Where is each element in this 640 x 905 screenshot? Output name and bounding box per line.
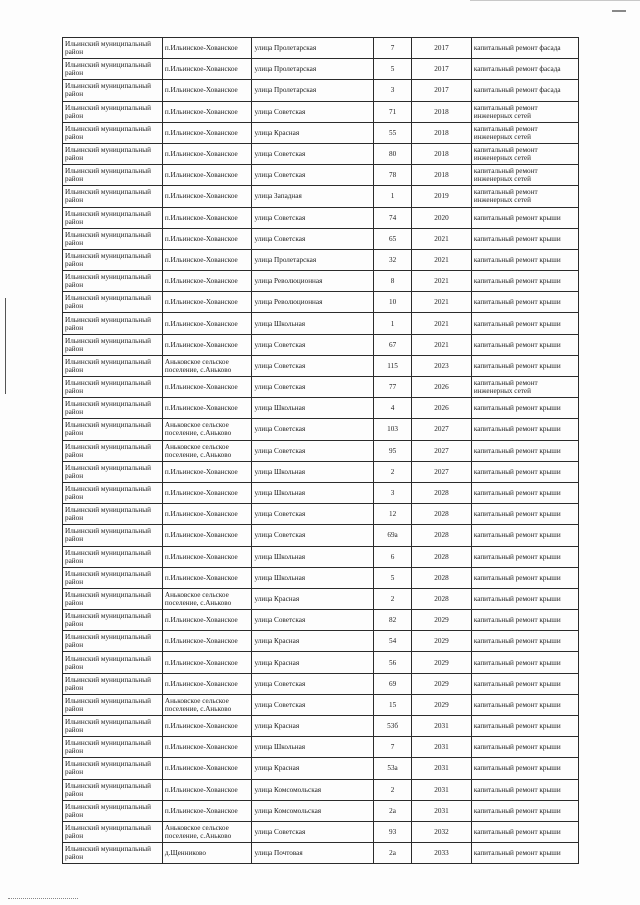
street-cell: улица Советская xyxy=(252,694,374,715)
district-cell: Ильинский муниципальный район xyxy=(63,546,163,567)
year-cell: 2021 xyxy=(412,334,472,355)
work-type-cell: капитальный ремонт инженерных сетей xyxy=(471,377,578,398)
year-cell: 2031 xyxy=(412,800,472,821)
street-cell: улица Комсомольская xyxy=(252,800,374,821)
table-row xyxy=(63,440,579,461)
work-type-cell: капитальный ремонт крыши xyxy=(471,504,578,525)
district-cell: Ильинский муниципальный район xyxy=(63,631,163,652)
street-cell: улица Советская xyxy=(252,143,374,164)
table-row xyxy=(63,38,579,59)
building-number-cell: 78 xyxy=(374,165,412,186)
year-cell: 2029 xyxy=(412,610,472,631)
district-cell: Ильинский муниципальный район xyxy=(63,588,163,609)
scan-footer-line xyxy=(8,898,78,899)
settlement-cell: п.Ильинское-Хованское xyxy=(162,292,252,313)
street-cell: улица Красная xyxy=(252,588,374,609)
building-number-cell: 95 xyxy=(374,440,412,461)
scan-header-line xyxy=(470,0,640,1)
year-cell: 2021 xyxy=(412,228,472,249)
building-number-cell: 69а xyxy=(374,525,412,546)
table-row xyxy=(63,694,579,715)
district-cell: Ильинский муниципальный район xyxy=(63,186,163,207)
building-number-cell: 3 xyxy=(374,482,412,503)
settlement-cell: п.Ильинское-Хованское xyxy=(162,673,252,694)
table-row xyxy=(63,355,579,376)
scan-corner-mark xyxy=(612,10,626,12)
year-cell: 2021 xyxy=(412,292,472,313)
street-cell: улица Красная xyxy=(252,122,374,143)
street-cell: улица Школьная xyxy=(252,398,374,419)
work-type-cell: капитальный ремонт крыши xyxy=(471,652,578,673)
table-row xyxy=(63,546,579,567)
building-number-cell: 55 xyxy=(374,122,412,143)
work-type-cell: капитальный ремонт фасада xyxy=(471,38,578,59)
street-cell: улица Школьная xyxy=(252,546,374,567)
table-row xyxy=(63,482,579,503)
table-row xyxy=(63,567,579,588)
table-row xyxy=(63,59,579,80)
building-number-cell: 82 xyxy=(374,610,412,631)
work-type-cell: капитальный ремонт крыши xyxy=(471,737,578,758)
table-row xyxy=(63,419,579,440)
work-type-cell: капитальный ремонт инженерных сетей xyxy=(471,186,578,207)
street-cell: улица Красная xyxy=(252,631,374,652)
building-number-cell: 10 xyxy=(374,292,412,313)
table-row xyxy=(63,779,579,800)
table-row xyxy=(63,673,579,694)
building-number-cell: 53а xyxy=(374,758,412,779)
building-number-cell: 2 xyxy=(374,779,412,800)
district-cell: Ильинский муниципальный район xyxy=(63,821,163,842)
year-cell: 2021 xyxy=(412,313,472,334)
year-cell: 2031 xyxy=(412,737,472,758)
year-cell: 2028 xyxy=(412,504,472,525)
building-number-cell: 2 xyxy=(374,588,412,609)
street-cell: улица Школьная xyxy=(252,567,374,588)
work-type-cell: капитальный ремонт крыши xyxy=(471,673,578,694)
street-cell: улица Советская xyxy=(252,228,374,249)
settlement-cell: п.Ильинское-Хованское xyxy=(162,504,252,525)
work-type-cell: капитальный ремонт крыши xyxy=(471,631,578,652)
district-cell: Ильинский муниципальный район xyxy=(63,377,163,398)
building-number-cell: 65 xyxy=(374,228,412,249)
year-cell: 2032 xyxy=(412,821,472,842)
building-number-cell: 77 xyxy=(374,377,412,398)
table-row xyxy=(63,758,579,779)
settlement-cell: п.Ильинское-Хованское xyxy=(162,228,252,249)
table-row xyxy=(63,610,579,631)
year-cell: 2031 xyxy=(412,716,472,737)
district-cell: Ильинский муниципальный район xyxy=(63,165,163,186)
street-cell: улица Пролетарская xyxy=(252,59,374,80)
street-cell: улица Пролетарская xyxy=(252,249,374,270)
street-cell: улица Советская xyxy=(252,525,374,546)
table-row xyxy=(63,143,579,164)
building-number-cell: 80 xyxy=(374,143,412,164)
district-cell: Ильинский муниципальный район xyxy=(63,355,163,376)
street-cell: улица Западная xyxy=(252,186,374,207)
year-cell: 2028 xyxy=(412,525,472,546)
year-cell: 2029 xyxy=(412,652,472,673)
street-cell: улица Почтовая xyxy=(252,843,374,864)
settlement-cell: п.Ильинское-Хованское xyxy=(162,546,252,567)
street-cell: улица Советская xyxy=(252,334,374,355)
table-row xyxy=(63,843,579,864)
district-cell: Ильинский муниципальный район xyxy=(63,673,163,694)
street-cell: улица Комсомольская xyxy=(252,779,374,800)
settlement-cell: п.Ильинское-Хованское xyxy=(162,59,252,80)
district-cell: Ильинский муниципальный район xyxy=(63,313,163,334)
work-type-cell: капитальный ремонт крыши xyxy=(471,207,578,228)
settlement-cell: п.Ильинское-Хованское xyxy=(162,207,252,228)
work-type-cell: капитальный ремонт крыши xyxy=(471,779,578,800)
work-type-cell: капитальный ремонт крыши xyxy=(471,271,578,292)
street-cell: улица Красная xyxy=(252,652,374,673)
street-cell: улица Пролетарская xyxy=(252,80,374,101)
table-row xyxy=(63,334,579,355)
settlement-cell: п.Ильинское-Хованское xyxy=(162,377,252,398)
work-type-cell: капитальный ремонт крыши xyxy=(471,758,578,779)
building-number-cell: 53б xyxy=(374,716,412,737)
table-row xyxy=(63,207,579,228)
district-cell: Ильинский муниципальный район xyxy=(63,440,163,461)
settlement-cell: Аньковское сельское поселение, с.Аньково xyxy=(162,440,252,461)
table-row xyxy=(63,821,579,842)
year-cell: 2026 xyxy=(412,377,472,398)
year-cell: 2018 xyxy=(412,101,472,122)
street-cell: улица Школьная xyxy=(252,482,374,503)
building-number-cell: 1 xyxy=(374,313,412,334)
year-cell: 2027 xyxy=(412,419,472,440)
work-type-cell: капитальный ремонт крыши xyxy=(471,419,578,440)
district-cell: Ильинский муниципальный район xyxy=(63,38,163,59)
work-type-cell: капитальный ремонт крыши xyxy=(471,313,578,334)
street-cell: улица Советская xyxy=(252,504,374,525)
settlement-cell: п.Ильинское-Хованское xyxy=(162,313,252,334)
street-cell: улица Советская xyxy=(252,610,374,631)
district-cell: Ильинский муниципальный район xyxy=(63,59,163,80)
settlement-cell: п.Ильинское-Хованское xyxy=(162,800,252,821)
year-cell: 2028 xyxy=(412,482,472,503)
table-row xyxy=(63,716,579,737)
table-row xyxy=(63,292,579,313)
settlement-cell: п.Ильинское-Хованское xyxy=(162,271,252,292)
year-cell: 2023 xyxy=(412,355,472,376)
year-cell: 2021 xyxy=(412,249,472,270)
district-cell: Ильинский муниципальный район xyxy=(63,504,163,525)
building-number-cell: 69 xyxy=(374,673,412,694)
building-number-cell: 3 xyxy=(374,80,412,101)
settlement-cell: п.Ильинское-Хованское xyxy=(162,610,252,631)
work-type-cell: капитальный ремонт крыши xyxy=(471,843,578,864)
work-type-cell: капитальный ремонт фасада xyxy=(471,59,578,80)
work-type-cell: капитальный ремонт инженерных сетей xyxy=(471,143,578,164)
settlement-cell: п.Ильинское-Хованское xyxy=(162,716,252,737)
table-row xyxy=(63,313,579,334)
settlement-cell: п.Ильинское-Хованское xyxy=(162,779,252,800)
settlement-cell: п.Ильинское-Хованское xyxy=(162,38,252,59)
table-row xyxy=(63,652,579,673)
building-number-cell: 74 xyxy=(374,207,412,228)
work-type-cell: капитальный ремонт крыши xyxy=(471,610,578,631)
work-type-cell: капитальный ремонт крыши xyxy=(471,292,578,313)
settlement-cell: п.Ильинское-Хованское xyxy=(162,758,252,779)
work-type-cell: капитальный ремонт инженерных сетей xyxy=(471,122,578,143)
work-type-cell: капитальный ремонт крыши xyxy=(471,546,578,567)
district-cell: Ильинский муниципальный район xyxy=(63,80,163,101)
district-cell: Ильинский муниципальный район xyxy=(63,228,163,249)
building-number-cell: 54 xyxy=(374,631,412,652)
work-type-cell: капитальный ремонт крыши xyxy=(471,567,578,588)
building-number-cell: 7 xyxy=(374,38,412,59)
work-type-cell: капитальный ремонт крыши xyxy=(471,694,578,715)
settlement-cell: Аньковское сельское поселение, с.Аньково xyxy=(162,694,252,715)
repair-schedule-table xyxy=(62,37,579,864)
table-row xyxy=(63,186,579,207)
street-cell: улица Советская xyxy=(252,673,374,694)
street-cell: улица Советская xyxy=(252,419,374,440)
street-cell: улица Красная xyxy=(252,716,374,737)
building-number-cell: 5 xyxy=(374,59,412,80)
table-row xyxy=(63,588,579,609)
table-row xyxy=(63,377,579,398)
settlement-cell: п.Ильинское-Хованское xyxy=(162,101,252,122)
building-number-cell: 8 xyxy=(374,271,412,292)
district-cell: Ильинский муниципальный район xyxy=(63,652,163,673)
year-cell: 2033 xyxy=(412,843,472,864)
year-cell: 2021 xyxy=(412,271,472,292)
district-cell: Ильинский муниципальный район xyxy=(63,207,163,228)
year-cell: 2018 xyxy=(412,165,472,186)
building-number-cell: 6 xyxy=(374,546,412,567)
district-cell: Ильинский муниципальный район xyxy=(63,610,163,631)
table-row xyxy=(63,165,579,186)
district-cell: Ильинский муниципальный район xyxy=(63,143,163,164)
table-row xyxy=(63,249,579,270)
district-cell: Ильинский муниципальный район xyxy=(63,419,163,440)
table-row xyxy=(63,504,579,525)
table-row xyxy=(63,122,579,143)
table-row xyxy=(63,800,579,821)
district-cell: Ильинский муниципальный район xyxy=(63,800,163,821)
district-cell: Ильинский муниципальный район xyxy=(63,122,163,143)
table-row xyxy=(63,228,579,249)
building-number-cell: 67 xyxy=(374,334,412,355)
work-type-cell: капитальный ремонт крыши xyxy=(471,228,578,249)
year-cell: 2029 xyxy=(412,673,472,694)
district-cell: Ильинский муниципальный район xyxy=(63,716,163,737)
settlement-cell: п.Ильинское-Хованское xyxy=(162,525,252,546)
street-cell: улица Советская xyxy=(252,377,374,398)
street-cell: улица Школьная xyxy=(252,461,374,482)
street-cell: улица Революционная xyxy=(252,271,374,292)
year-cell: 2018 xyxy=(412,143,472,164)
building-number-cell: 115 xyxy=(374,355,412,376)
building-number-cell: 2а xyxy=(374,843,412,864)
settlement-cell: п.Ильинское-Хованское xyxy=(162,165,252,186)
work-type-cell: капитальный ремонт крыши xyxy=(471,355,578,376)
district-cell: Ильинский муниципальный район xyxy=(63,737,163,758)
table-body xyxy=(63,38,579,864)
settlement-cell: п.Ильинское-Хованское xyxy=(162,567,252,588)
work-type-cell: капитальный ремонт инженерных сетей xyxy=(471,165,578,186)
building-number-cell: 4 xyxy=(374,398,412,419)
year-cell: 2026 xyxy=(412,398,472,419)
building-number-cell: 1 xyxy=(374,186,412,207)
street-cell: улица Советская xyxy=(252,821,374,842)
building-number-cell: 15 xyxy=(374,694,412,715)
settlement-cell: п.Ильинское-Хованское xyxy=(162,249,252,270)
street-cell: улица Красная xyxy=(252,758,374,779)
settlement-cell: п.Ильинское-Хованское xyxy=(162,398,252,419)
year-cell: 2018 xyxy=(412,122,472,143)
work-type-cell: капитальный ремонт крыши xyxy=(471,334,578,355)
work-type-cell: капитальный ремонт фасада xyxy=(471,80,578,101)
district-cell: Ильинский муниципальный район xyxy=(63,292,163,313)
settlement-cell: п.Ильинское-Хованское xyxy=(162,631,252,652)
year-cell: 2027 xyxy=(412,440,472,461)
street-cell: улица Школьная xyxy=(252,313,374,334)
street-cell: улица Советская xyxy=(252,101,374,122)
year-cell: 2029 xyxy=(412,694,472,715)
settlement-cell: п.Ильинское-Хованское xyxy=(162,80,252,101)
work-type-cell: капитальный ремонт крыши xyxy=(471,482,578,503)
settlement-cell: п.Ильинское-Хованское xyxy=(162,737,252,758)
work-type-cell: капитальный ремонт крыши xyxy=(471,588,578,609)
table-row xyxy=(63,101,579,122)
district-cell: Ильинский муниципальный район xyxy=(63,525,163,546)
year-cell: 2031 xyxy=(412,779,472,800)
building-number-cell: 32 xyxy=(374,249,412,270)
settlement-cell: п.Ильинское-Хованское xyxy=(162,334,252,355)
settlement-cell: д.Щенниково xyxy=(162,843,252,864)
building-number-cell: 2 xyxy=(374,461,412,482)
settlement-cell: п.Ильинское-Хованское xyxy=(162,652,252,673)
settlement-cell: Аньковское сельское поселение, с.Аньково xyxy=(162,821,252,842)
year-cell: 2028 xyxy=(412,588,472,609)
district-cell: Ильинский муниципальный район xyxy=(63,758,163,779)
district-cell: Ильинский муниципальный район xyxy=(63,694,163,715)
street-cell: улица Пролетарская xyxy=(252,38,374,59)
district-cell: Ильинский муниципальный район xyxy=(63,334,163,355)
district-cell: Ильинский муниципальный район xyxy=(63,271,163,292)
table-row xyxy=(63,271,579,292)
year-cell: 2027 xyxy=(412,461,472,482)
year-cell: 2017 xyxy=(412,59,472,80)
year-cell: 2029 xyxy=(412,631,472,652)
year-cell: 2017 xyxy=(412,80,472,101)
work-type-cell: капитальный ремонт инженерных сетей xyxy=(471,101,578,122)
street-cell: улица Советская xyxy=(252,440,374,461)
building-number-cell: 103 xyxy=(374,419,412,440)
street-cell: улица Советская xyxy=(252,355,374,376)
table-row xyxy=(63,80,579,101)
district-cell: Ильинский муниципальный район xyxy=(63,567,163,588)
building-number-cell: 7 xyxy=(374,737,412,758)
settlement-cell: п.Ильинское-Хованское xyxy=(162,186,252,207)
building-number-cell: 56 xyxy=(374,652,412,673)
year-cell: 2017 xyxy=(412,38,472,59)
district-cell: Ильинский муниципальный район xyxy=(63,843,163,864)
table-row xyxy=(63,398,579,419)
work-type-cell: капитальный ремонт крыши xyxy=(471,716,578,737)
settlement-cell: п.Ильинское-Хованское xyxy=(162,461,252,482)
street-cell: улица Советская xyxy=(252,165,374,186)
district-cell: Ильинский муниципальный район xyxy=(63,461,163,482)
year-cell: 2019 xyxy=(412,186,472,207)
work-type-cell: капитальный ремонт крыши xyxy=(471,398,578,419)
settlement-cell: п.Ильинское-Хованское xyxy=(162,482,252,503)
settlement-cell: Аньковское сельское поселение, с.Аньково xyxy=(162,419,252,440)
year-cell: 2028 xyxy=(412,546,472,567)
building-number-cell: 2а xyxy=(374,800,412,821)
scan-margin-mark xyxy=(5,298,6,394)
year-cell: 2031 xyxy=(412,758,472,779)
work-type-cell: капитальный ремонт крыши xyxy=(471,249,578,270)
settlement-cell: Аньковское сельское поселение, с.Аньково xyxy=(162,355,252,376)
district-cell: Ильинский муниципальный район xyxy=(63,249,163,270)
building-number-cell: 12 xyxy=(374,504,412,525)
district-cell: Ильинский муниципальный район xyxy=(63,398,163,419)
building-number-cell: 71 xyxy=(374,101,412,122)
work-type-cell: капитальный ремонт крыши xyxy=(471,821,578,842)
settlement-cell: п.Ильинское-Хованское xyxy=(162,122,252,143)
building-number-cell: 5 xyxy=(374,567,412,588)
table-row xyxy=(63,525,579,546)
district-cell: Ильинский муниципальный район xyxy=(63,101,163,122)
work-type-cell: капитальный ремонт крыши xyxy=(471,525,578,546)
year-cell: 2020 xyxy=(412,207,472,228)
street-cell: улица Революционная xyxy=(252,292,374,313)
district-cell: Ильинский муниципальный район xyxy=(63,779,163,800)
table-row xyxy=(63,737,579,758)
work-type-cell: капитальный ремонт крыши xyxy=(471,440,578,461)
street-cell: улица Школьная xyxy=(252,737,374,758)
work-type-cell: капитальный ремонт крыши xyxy=(471,461,578,482)
street-cell: улица Советская xyxy=(252,207,374,228)
table-row xyxy=(63,631,579,652)
building-number-cell: 93 xyxy=(374,821,412,842)
work-type-cell: капитальный ремонт крыши xyxy=(471,800,578,821)
year-cell: 2028 xyxy=(412,567,472,588)
district-cell: Ильинский муниципальный район xyxy=(63,482,163,503)
settlement-cell: Аньковское сельское поселение, с.Аньково xyxy=(162,588,252,609)
settlement-cell: п.Ильинское-Хованское xyxy=(162,143,252,164)
table-row xyxy=(63,461,579,482)
